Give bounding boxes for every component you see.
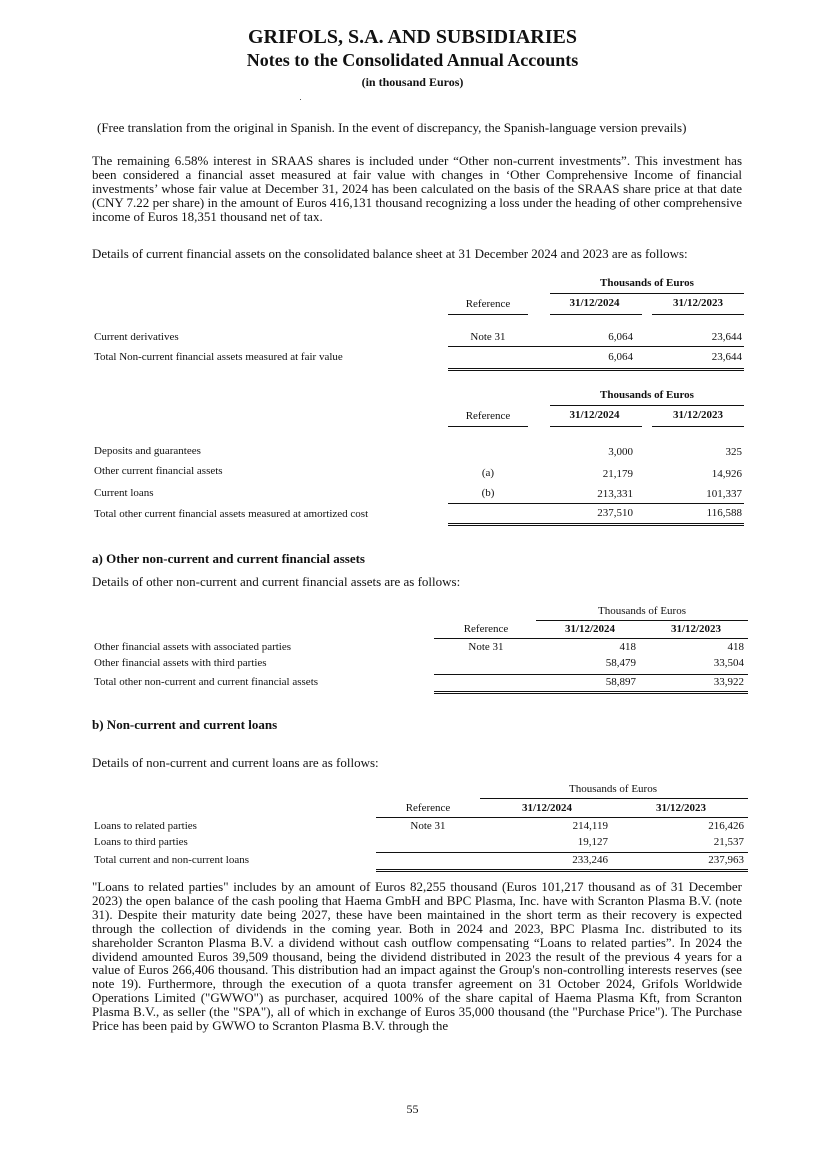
page-number: 55 <box>406 1102 419 1116</box>
row-value-2023: 101,337 <box>706 488 742 500</box>
table3-subtotal-rule <box>434 674 748 675</box>
row-label: Other financial assets with third parties <box>94 657 267 669</box>
table3-header-rule <box>434 638 748 639</box>
row-reference: Note 31 <box>468 641 504 653</box>
row-value-2024: 58,897 <box>605 676 636 688</box>
row-value-2024: 58,479 <box>605 657 636 669</box>
translation-note: (Free translation from the original in Spanish. In the event of discrepancy, the Spanish-language version prevails) <box>97 120 687 135</box>
row-label: Loans to related parties <box>94 820 197 832</box>
table4-col-2024: 31/12/2024 <box>521 802 573 814</box>
paragraph-intro-current-assets: Details of current financial assets on the consolidated balance sheet at 31 December 2024 and 2023 are as follows: <box>92 246 688 261</box>
row-value-2023: 418 <box>727 641 744 653</box>
table4-subtotal-rule <box>376 852 748 853</box>
row-label: Current derivatives <box>94 331 179 343</box>
row-value-2024: 237,510 <box>597 507 633 519</box>
row-reference: Note 31 <box>410 820 446 832</box>
table2-col-2023: 31/12/2023 <box>672 409 724 421</box>
table2-col-reference: Reference <box>465 410 511 422</box>
table4-col-reference: Reference <box>405 802 451 814</box>
row-label: Other financial assets with associated parties <box>94 641 292 653</box>
row-value-2023: 21,537 <box>713 836 744 848</box>
table2-group-rule <box>550 405 744 406</box>
units-subtitle: (in thousand Euros) <box>361 75 464 89</box>
document-title: Notes to the Consolidated Annual Accounts <box>246 50 579 70</box>
row-value-2023: 33,504 <box>713 657 744 669</box>
table4-header-rule <box>376 817 748 818</box>
table1-subtotal-rule <box>448 346 744 347</box>
paragraph-sraas: The remaining 6.58% interest in SRAAS shares is included under “Other non-current investments”. This investment has been considered a financial asset measured at fair value with changes in ‘Other Comprehensive Income of financial investments’ whose fair value at December 31, 2024 has been calculated on the basis of the SRAAS share price at that date (CNY 7.22 per share) in the amount of Euros 416,131 thousand recognizing a loss under the heading of other comprehensive income of Euros 18,351 thousand net of tax. <box>92 153 742 224</box>
row-label: Total current and non-current loans <box>94 854 250 866</box>
table3-col-reference: Reference <box>463 623 509 635</box>
row-value-2024: 19,127 <box>577 836 608 848</box>
row-label: Total other current financial assets measured at amortized cost <box>94 508 369 520</box>
row-value-2023: 14,926 <box>711 468 742 480</box>
table2-col-2024: 31/12/2024 <box>569 409 620 421</box>
table1-total-rule <box>448 368 744 371</box>
stray-dot <box>300 99 301 100</box>
table3-group-header: Thousands of Euros <box>598 605 686 617</box>
table2-ref-rule <box>448 426 528 427</box>
table3-col-2024: 31/12/2024 <box>564 623 616 635</box>
table4-total-rule <box>376 869 748 872</box>
row-value-2023: 33,922 <box>713 676 744 688</box>
row-value-2024: 233,246 <box>572 854 608 866</box>
table2-2023-rule <box>652 426 744 427</box>
table2-total-rule <box>448 523 744 526</box>
table1-col-2023: 31/12/2023 <box>672 297 724 309</box>
section-b-intro: Details of non-current and current loans are as follows: <box>92 755 379 770</box>
section-b-heading: b) Non-current and current loans <box>92 717 278 732</box>
row-value-2024: 213,331 <box>597 488 633 500</box>
table4-group-header: Thousands of Euros <box>569 783 657 795</box>
row-value-2023: 116,588 <box>706 507 742 519</box>
row-label: Other current financial assets <box>94 465 223 477</box>
company-title: GRIFOLS, S.A. AND SUBSIDIARIES <box>248 26 577 48</box>
row-label: Total Non-current financial assets measured at fair value <box>94 351 343 363</box>
row-value-2023: 325 <box>725 446 742 458</box>
row-value-2024: 21,179 <box>602 468 633 480</box>
paragraph-loans-related-parties: "Loans to related parties" includes by an amount of Euros 82,255 thousand (Euros 101,217 thousand as of 31 December 2023) the open balance of the cash pooling that Haema GmbH and BPC Plasma, Inc. have with Scranton Plasma B.V. (note 31). Despite their maturity date being 2027, these have been maintained in the short term as their recovery is expected through the collection of dividends in the coming year. Both in 2024 and 2023, BPC Plasma Inc. distributed to its shareholder Scranton Plasma B.V. a dividend without cash outflow compensating “Loans to related parties”. In 2024 the dividend amounted Euros 39,509 thousand, being the dividend distributed in 2023 the result of the previous 4 years for a value of Euros 266,406 thousand. This distribution had an impact against the Group's non-controlling interests reserves (see note 19). Furthermore, through the execution of a quota transfer agreement on 31 October 2024, Grifols Worldwide Operations Limited ("GWWO") as purchaser, acquired 100% of the share capital of Haema Plasma Kft, from Scranton Plasma B.V., as seller (the "SPA"), all of which in exchange of Euros 35,000 thousand (the "Purchase Price"). The Purchase Price has been paid by GWWO to Scranton Plasma B.V. through the <box>92 879 742 1034</box>
table1-2024-rule <box>550 314 642 315</box>
row-label: Current loans <box>94 487 154 499</box>
row-value-2023: 23,644 <box>711 331 742 343</box>
section-a-heading: a) Other non-current and current financial assets <box>92 551 365 566</box>
table4-col-2023: 31/12/2023 <box>655 802 707 814</box>
table2-2024-rule <box>550 426 642 427</box>
table2-group-header: Thousands of Euros <box>600 389 694 401</box>
row-value-2024: 214,119 <box>572 820 608 832</box>
row-reference: (a) <box>481 467 495 479</box>
table1-group-rule <box>550 293 744 294</box>
row-label: Loans to third parties <box>94 836 188 848</box>
table2-subtotal-rule <box>448 503 744 504</box>
row-reference: Note 31 <box>470 331 506 343</box>
section-a-intro: Details of other non-current and current financial assets are as follows: <box>92 574 461 589</box>
table4-group-rule <box>480 798 748 799</box>
row-value-2024: 6,064 <box>608 331 633 343</box>
row-label: Total other non-current and current financial assets <box>94 676 319 688</box>
table1-ref-rule <box>448 314 528 315</box>
table3-col-2023: 31/12/2023 <box>670 623 722 635</box>
table1-2023-rule <box>652 314 744 315</box>
table3-total-rule <box>434 691 748 694</box>
table1-col-2024: 31/12/2024 <box>569 297 620 309</box>
row-value-2024: 6,064 <box>608 351 633 363</box>
row-value-2024: 418 <box>619 641 636 653</box>
table1-group-header: Thousands of Euros <box>600 277 694 289</box>
row-label: Deposits and guarantees <box>94 445 201 457</box>
table1-col-reference: Reference <box>465 298 511 310</box>
row-value-2023: 216,426 <box>708 820 744 832</box>
row-reference: (b) <box>481 487 495 499</box>
row-value-2024: 3,000 <box>608 446 633 458</box>
row-value-2023: 23,644 <box>711 351 742 363</box>
row-value-2023: 237,963 <box>708 854 744 866</box>
table3-group-rule <box>536 620 748 621</box>
